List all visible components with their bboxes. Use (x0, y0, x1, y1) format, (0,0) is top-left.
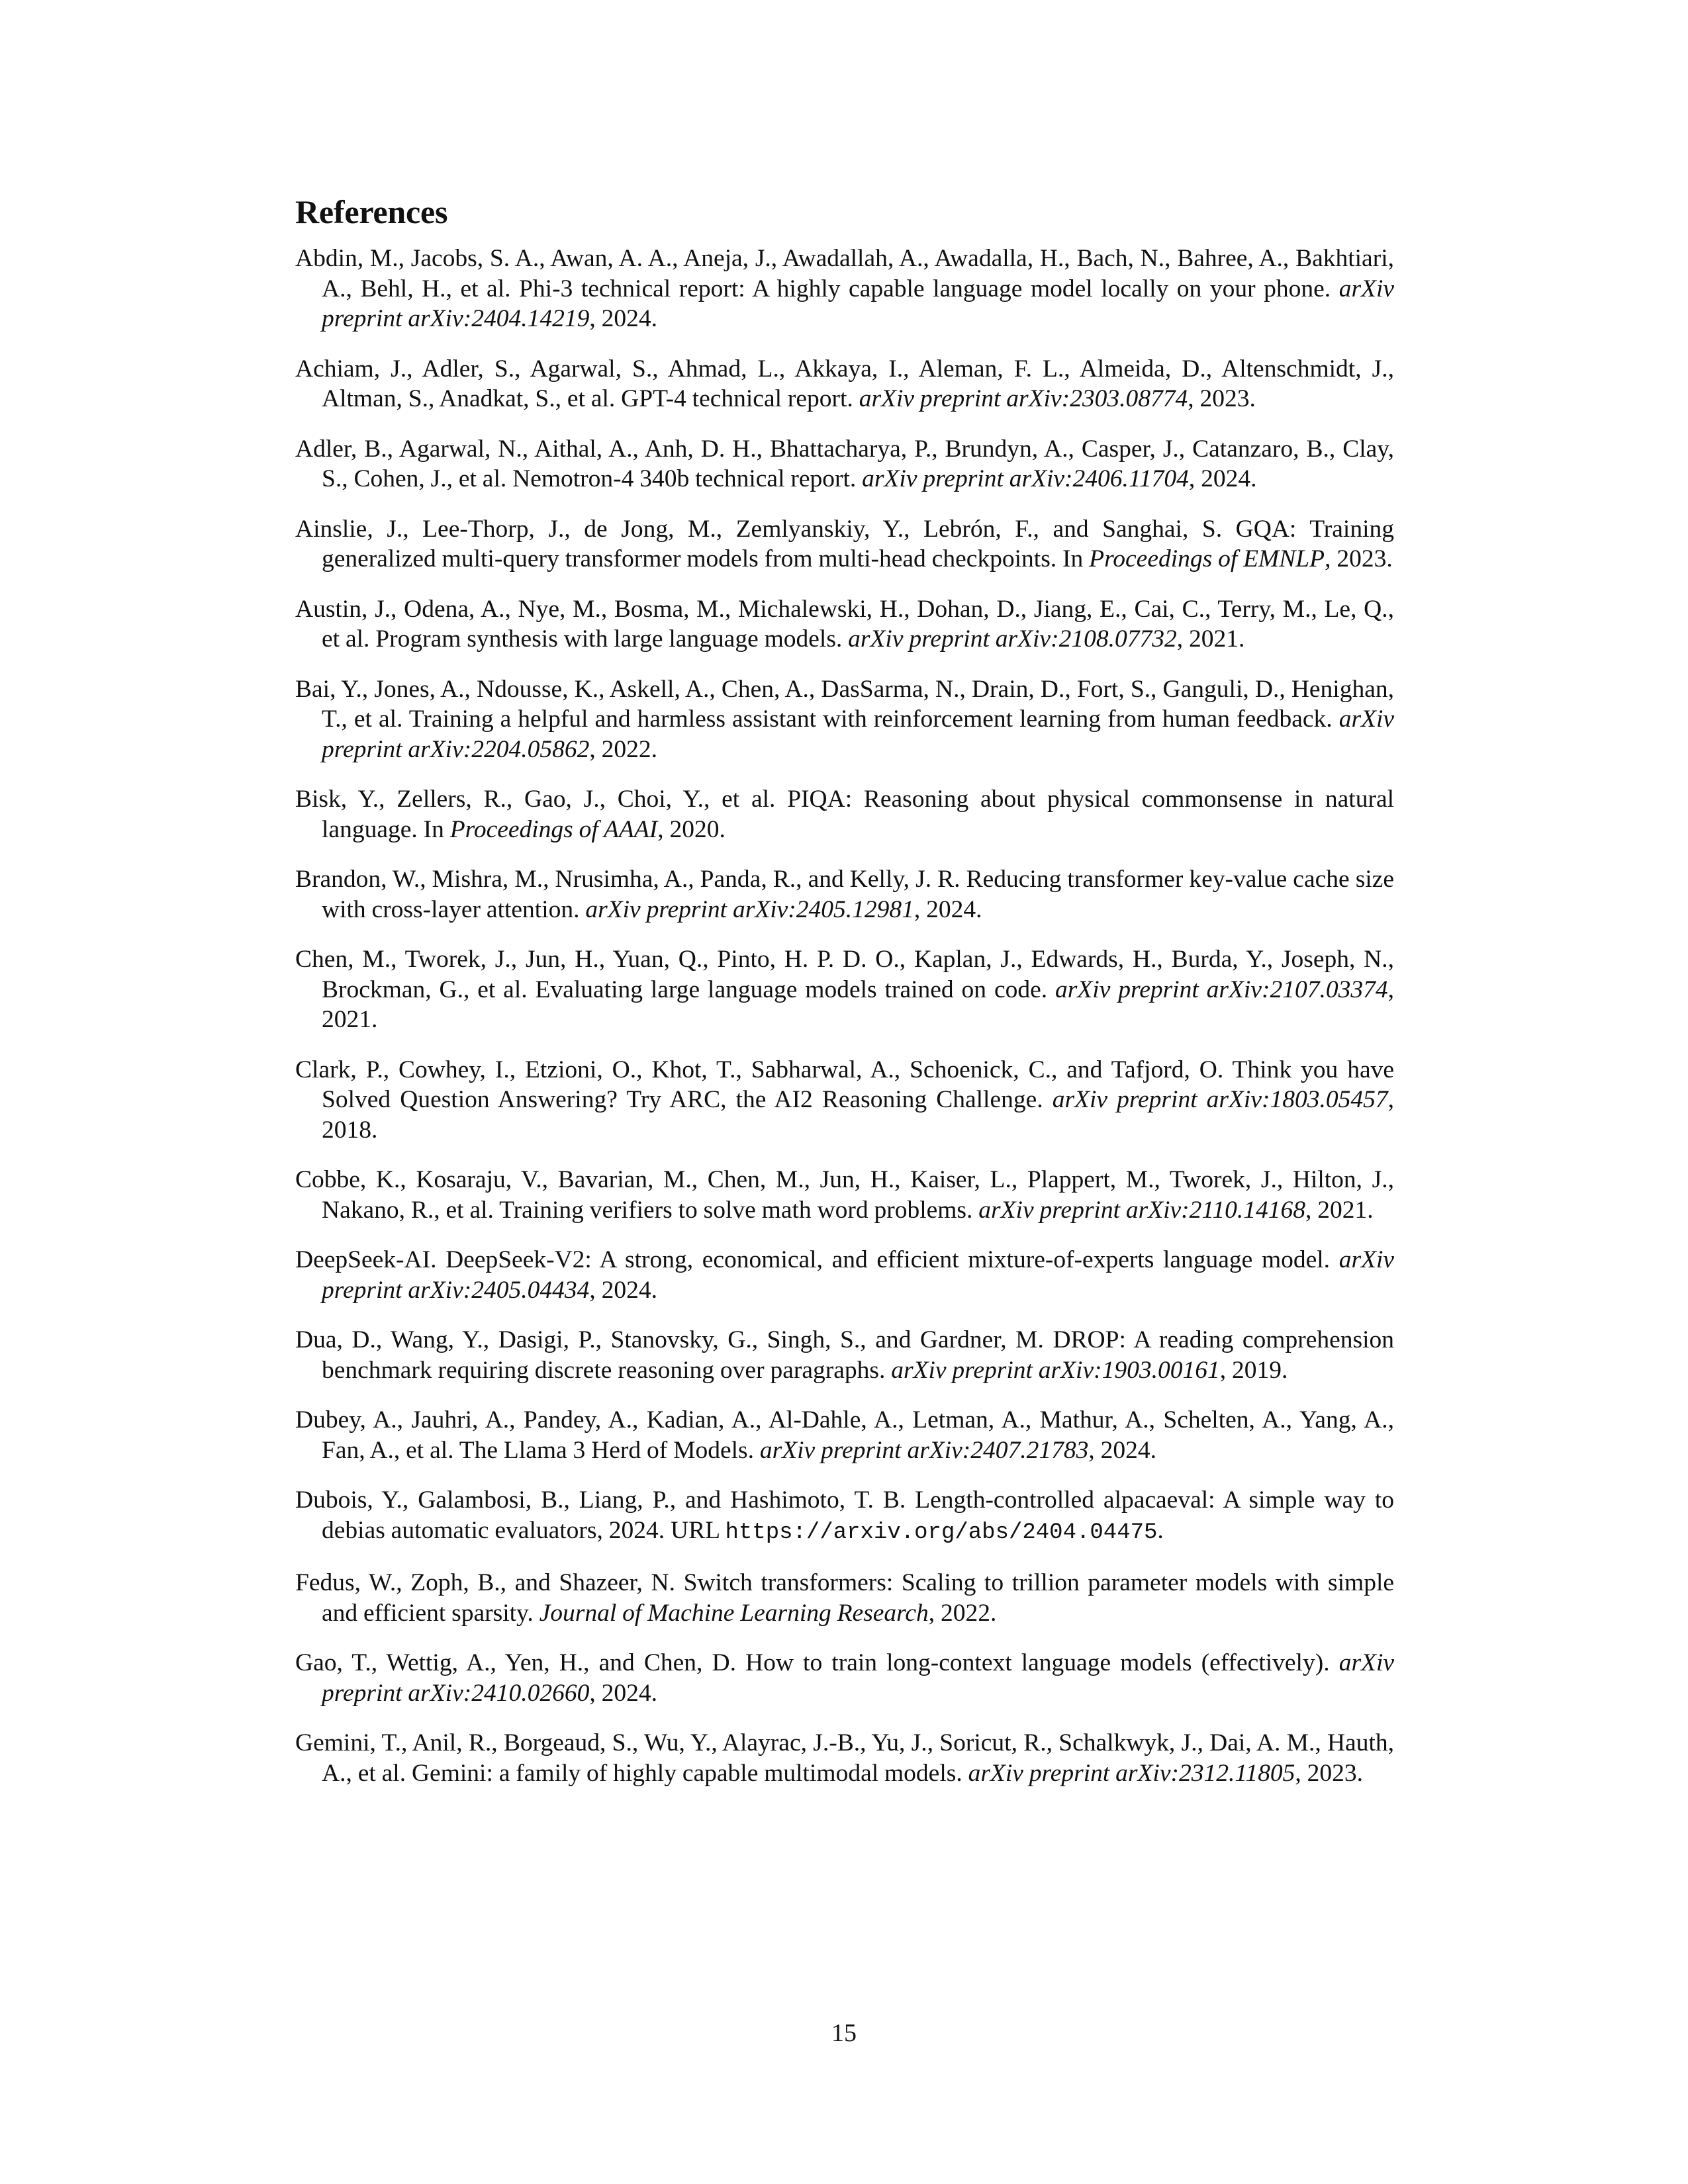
reference-title: Training verifiers to solve math word problems. (499, 1196, 973, 1224)
reference-venue: arXiv preprint arXiv:2405.12981 (585, 895, 914, 923)
reference-tail: , 2018. (322, 1086, 1394, 1144)
reference-authors: Fedus, W., Zoph, B., and Shazeer, N. (295, 1569, 675, 1596)
reference-title: How to train long-context language models (effectively). (745, 1649, 1330, 1676)
reference-authors: Dua, D., Wang, Y., Dasigi, P., Stanovsky, G., Singh, S., and Gardner, M. (295, 1326, 1044, 1353)
reference-title: Think you have Solved Question Answering? Try ARC, the AI2 Reasoning Challenge. (322, 1056, 1394, 1113)
reference-list (295, 244, 1394, 1788)
reference-authors: Abdin, M., Jacobs, S. A., Awan, A. A., Aneja, J., Awadallah, A., Awadalla, H., Bach, N., Bahree, A., Bakhtiari, A., Behl, H., et al. (295, 245, 1394, 302)
reference-tail: , 2024. (914, 895, 982, 923)
reference-entry (295, 944, 1394, 1035)
reference-tail: , 2021. (1305, 1196, 1374, 1224)
reference-authors: Cobbe, K., Kosaraju, V., Bavarian, M., Chen, M., Jun, H., Kaiser, L., Plappert, M., Tworek, J., Hilton, J., Nakano, R., et al. (295, 1166, 1394, 1224)
reference-title: DROP: A reading comprehension benchmark requiring discrete reasoning over paragraphs. (322, 1326, 1395, 1384)
reference-tail: , 2021. (322, 976, 1394, 1033)
section-title: References (295, 193, 448, 230)
reference-tail: , 2022. (928, 1599, 997, 1627)
reference-tail: , 2023. (1188, 385, 1256, 412)
reference-entry (295, 1405, 1394, 1465)
reference-venue: arXiv preprint arXiv:2404.14219 (322, 275, 1395, 332)
reference-title: Evaluating large language models trained on code. (535, 976, 1048, 1003)
reference-tail: , 2024. (1188, 465, 1257, 492)
reference-authors: Adler, B., Agarwal, N., Aithal, A., Anh, D. H., Bhattacharya, P., Brundyn, A., Casper, J., Catanzaro, B., Clay, S., Cohen, J., et al. (295, 435, 1394, 492)
reference-authors: Achiam, J., Adler, S., Agarwal, S., Ahmad, L., Akkaya, I., Aleman, F. L., Almeida, D., Altenschmidt, J., Altman, S., Anadkat, S., et al. (295, 355, 1394, 412)
reference-authors: Dubois, Y., Galambosi, B., Liang, P., and Hashimoto, T. B. (295, 1486, 906, 1514)
reference-title: Training a helpful and harmless assistant with reinforcement learning from human feedback. (408, 705, 1333, 733)
reference-tail: . (1157, 1516, 1164, 1544)
reference-entry (295, 594, 1394, 655)
reference-tail: , 2019. (1219, 1356, 1288, 1384)
reference-entry (295, 1055, 1394, 1146)
reference-entry (295, 1165, 1394, 1225)
reference-tail: , 2024. (589, 1276, 657, 1304)
reference-title: GPT-4 technical report. (621, 385, 853, 412)
reference-authors: Chen, M., Tworek, J., Jun, H., Yuan, Q., Pinto, H. P. D. O., Kaplan, J., Edwards, H., Burda, Y., Joseph, N., Brockman, G., et al. (295, 946, 1394, 1003)
page-number: 15 (831, 2019, 857, 2047)
reference-authors: Bisk, Y., Zellers, R., Gao, J., Choi, Y., et al. (295, 786, 776, 813)
references-page (295, 192, 1394, 1808)
reference-authors: Austin, J., Odena, A., Nye, M., Bosma, M., Michalewski, H., Dohan, D., Jiang, E., Cai, C., Terry, M., Le, Q., et al. (295, 595, 1394, 653)
reference-title: Switch transformers: Scaling to trillion parameter models with simple and efficient sparsity. (322, 1569, 1395, 1627)
reference-authors: Brandon, W., Mishra, M., Nrusimha, A., Panda, R., and Kelly, J. R. (295, 866, 961, 893)
reference-title: The Llama 3 Herd of Models. (459, 1436, 755, 1464)
reference-venue: arXiv preprint arXiv:2108.07732 (848, 625, 1177, 653)
reference-venue: arXiv preprint arXiv:1803.05457 (1052, 1086, 1388, 1113)
reference-title: Length-controlled alpacaeval: A simple way to debias automatic evaluators, 2024. URL (322, 1486, 1395, 1544)
reference-venue: arXiv preprint arXiv:2107.03374 (1055, 976, 1388, 1003)
reference-title: PIQA: Reasoning about physical commonsense in natural language. In (322, 786, 1395, 843)
reference-venue: arXiv preprint arXiv:2406.11704 (862, 465, 1189, 492)
reference-tail: , 2022. (589, 735, 657, 763)
reference-entry (295, 1728, 1394, 1788)
reference-venue: Proceedings of EMNLP (1089, 545, 1325, 572)
reference-title: DeepSeek-V2: A strong, economical, and efficient mixture-of-experts language model. (445, 1246, 1331, 1273)
reference-tail: , 2023. (1325, 545, 1393, 572)
reference-authors: Ainslie, J., Lee-Thorp, J., de Jong, M., Zemlyanskiy, Y., Lebrón, F., and Sanghai, S. (295, 515, 1223, 543)
reference-title: Gemini: a family of highly capable multimodal models. (411, 1759, 962, 1787)
reference-authors: Clark, P., Cowhey, I., Etzioni, O., Khot, T., Sabharwal, A., Schoenick, C., and Tafjord, O. (295, 1056, 1224, 1083)
reference-entry (295, 434, 1394, 494)
reference-venue: arXiv preprint arXiv:2410.02660 (322, 1649, 1395, 1707)
reference-title: Nemotron-4 340b technical report. (512, 465, 857, 492)
reference-entry (295, 784, 1394, 844)
reference-title: Phi-3 technical report: A highly capable language model locally on your phone. (519, 275, 1331, 302)
reference-entry (295, 1485, 1394, 1548)
reference-venue: arXiv preprint arXiv:2312.11805 (968, 1759, 1295, 1787)
reference-title: GQA: Training generalized multi-query transformer models from multi-head checkpoints. In (322, 515, 1395, 572)
reference-authors: Dubey, A., Jauhri, A., Pandey, A., Kadian, A., Al-Dahle, A., Letman, A., Mathur, A., Schelten, A., Yang, A., Fan, A., et al. (295, 1406, 1394, 1464)
reference-authors: Gao, T., Wettig, A., Yen, H., and Chen, D. (295, 1649, 736, 1676)
reference-tail: , 2024. (589, 1679, 657, 1707)
reference-url-link[interactable]: https://arxiv.org/abs/2404.04475 (725, 1520, 1158, 1545)
reference-tail: , 2024. (589, 305, 657, 332)
reference-entry (295, 514, 1394, 574)
reference-title: Program synthesis with large language models. (375, 625, 843, 653)
reference-venue: arXiv preprint arXiv:2303.08774 (859, 385, 1188, 412)
reference-venue: arXiv preprint arXiv:2204.05862 (322, 705, 1395, 763)
reference-entry (295, 1648, 1394, 1708)
reference-entry (295, 1325, 1394, 1385)
reference-authors: Bai, Y., Jones, A., Ndousse, K., Askell, A., Chen, A., DasSarma, N., Drain, D., Fort, S., Ganguli, D., Henighan, T., et al. (295, 675, 1394, 733)
reference-venue: arXiv preprint arXiv:2110.14168 (978, 1196, 1306, 1224)
reference-entry (295, 1568, 1394, 1628)
reference-entry (295, 1245, 1394, 1305)
reference-entry (295, 864, 1394, 925)
reference-tail: , 2021. (1176, 625, 1245, 653)
reference-venue: arXiv preprint arXiv:2405.04434 (322, 1246, 1395, 1304)
reference-tail: , 2024. (1088, 1436, 1157, 1464)
reference-entry (295, 674, 1394, 765)
reference-tail: , 2023. (1295, 1759, 1363, 1787)
reference-venue: arXiv preprint arXiv:2407.21783 (759, 1436, 1089, 1464)
reference-title: Reducing transformer key-value cache size with cross-layer attention. (322, 866, 1394, 923)
reference-venue: Journal of Machine Learning Research (539, 1599, 929, 1627)
reference-authors: Gemini, T., Anil, R., Borgeaud, S., Wu, Y., Alayrac, J.-B., Yu, J., Soricut, R., Schalkwyk, J., Dai, A. M., Hauth, A., et al. (295, 1729, 1394, 1787)
reference-entry (295, 244, 1394, 334)
reference-tail: , 2020. (657, 815, 726, 843)
reference-venue: Proceedings of AAAI (449, 815, 658, 843)
reference-venue: arXiv preprint arXiv:1903.00161 (891, 1356, 1220, 1384)
reference-authors: DeepSeek-AI. (295, 1246, 437, 1273)
reference-entry (295, 354, 1394, 414)
